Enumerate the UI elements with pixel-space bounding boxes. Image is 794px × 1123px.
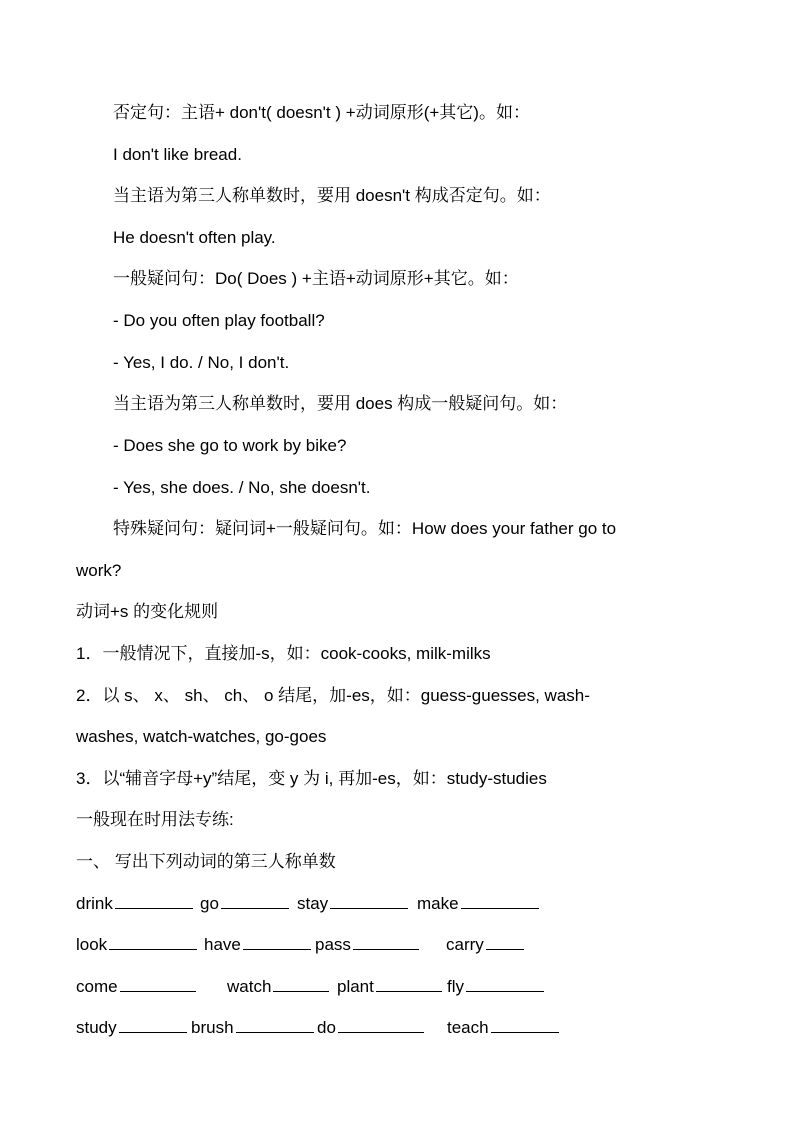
answer-blank[interactable]	[376, 977, 442, 992]
exercise-item[interactable]	[76, 893, 193, 915]
third-person-negative-rule: 当主语为第三人称单数时，要用 doesn't 构成否定句。如：	[113, 186, 551, 205]
exercise-word: teach	[447, 1018, 489, 1037]
verb-rule-2: 2．以 s、 x、 sh、 ch、 o 结尾，加-es，如：guess-guesses, wash-	[76, 686, 590, 705]
practice-heading: 一般现在时用法专练:	[76, 810, 234, 829]
answer-blank[interactable]	[330, 894, 408, 909]
exercise-word: study	[76, 1018, 117, 1037]
special-question-rule-continued: work?	[76, 561, 122, 580]
exercise-word: have	[204, 935, 241, 954]
third-person-negative-example: He doesn't often play.	[113, 228, 276, 247]
answer-blank[interactable]	[243, 935, 311, 950]
answer-blank[interactable]	[486, 935, 524, 950]
answer-blank[interactable]	[466, 977, 544, 992]
answer-blank[interactable]	[236, 1018, 314, 1033]
exercise-instruction: 一、 写出下列动词的第三人称单数	[76, 852, 336, 871]
exercise-item[interactable]	[317, 1017, 424, 1039]
exercise-word: brush	[191, 1018, 234, 1037]
exercise-item[interactable]	[447, 1017, 559, 1039]
exercise-word: stay	[297, 894, 329, 913]
negative-example: I don't like bread.	[113, 145, 242, 164]
third-person-question-rule: 当主语为第三人称单数时，要用 does 构成一般疑问句。如：	[113, 394, 568, 413]
general-question-example: - Do you often play football?	[113, 311, 325, 330]
exercise-word: pass	[315, 935, 351, 954]
exercise-item[interactable]	[446, 934, 524, 956]
verb-rule-2-continued: washes, watch-watches, go-goes	[76, 727, 327, 746]
answer-blank[interactable]	[120, 977, 196, 992]
exercise-item[interactable]	[315, 934, 419, 956]
exercise-item[interactable]	[297, 893, 408, 915]
exercise-word: fly	[447, 977, 464, 996]
exercise-word: watch	[227, 977, 272, 996]
special-question-rule: 特殊疑问句：疑问词+一般疑问句。如：How does your father go to	[113, 519, 617, 538]
verb-s-rules-heading: 动词+s 的变化规则	[76, 602, 219, 621]
exercise-word: plant	[337, 977, 374, 996]
answer-blank[interactable]	[221, 894, 289, 909]
negative-sentence-rule: 否定句：主语+ don't( doesn't ) +动词原形(+其它)。如：	[113, 103, 530, 122]
exercise-item[interactable]	[76, 1017, 187, 1039]
general-question-rule: 一般疑问句：Do( Does ) +主语+动词原形+其它。如：	[113, 269, 519, 288]
exercise-item[interactable]	[447, 976, 544, 998]
exercise-item[interactable]	[227, 976, 329, 998]
answer-blank[interactable]	[273, 977, 329, 992]
answer-blank[interactable]	[338, 1018, 424, 1033]
verb-rule-1: 1．一般情况下，直接加-s，如：cook-cooks, milk-milks	[76, 644, 491, 663]
exercise-word: do	[317, 1018, 336, 1037]
answer-blank[interactable]	[353, 935, 419, 950]
answer-blank[interactable]	[115, 894, 193, 909]
exercise-item[interactable]	[76, 934, 197, 956]
exercise-word: carry	[446, 935, 484, 954]
answer-blank[interactable]	[109, 935, 197, 950]
general-question-answer: - Yes, I do. / No, I don't.	[113, 353, 290, 372]
exercise-item[interactable]	[204, 934, 311, 956]
third-person-question-example: - Does she go to work by bike?	[113, 436, 347, 455]
third-person-question-answer: - Yes, she does. / No, she doesn't.	[113, 478, 371, 497]
exercise-word: go	[200, 894, 219, 913]
exercise-word: come	[76, 977, 118, 996]
exercise-item[interactable]	[76, 976, 196, 998]
exercise-word: make	[417, 894, 459, 913]
exercise-item[interactable]	[337, 976, 442, 998]
exercise-item[interactable]	[417, 893, 539, 915]
verb-rule-3: 3．以“辅音字母+y”结尾，变 y 为 i, 再加-es，如：study-studies	[76, 769, 547, 788]
answer-blank[interactable]	[461, 894, 539, 909]
exercise-item[interactable]	[200, 893, 289, 915]
exercise-word: drink	[76, 894, 113, 913]
exercise-item[interactable]	[191, 1017, 314, 1039]
exercise-word: look	[76, 935, 108, 954]
answer-blank[interactable]	[491, 1018, 559, 1033]
answer-blank[interactable]	[119, 1018, 187, 1033]
